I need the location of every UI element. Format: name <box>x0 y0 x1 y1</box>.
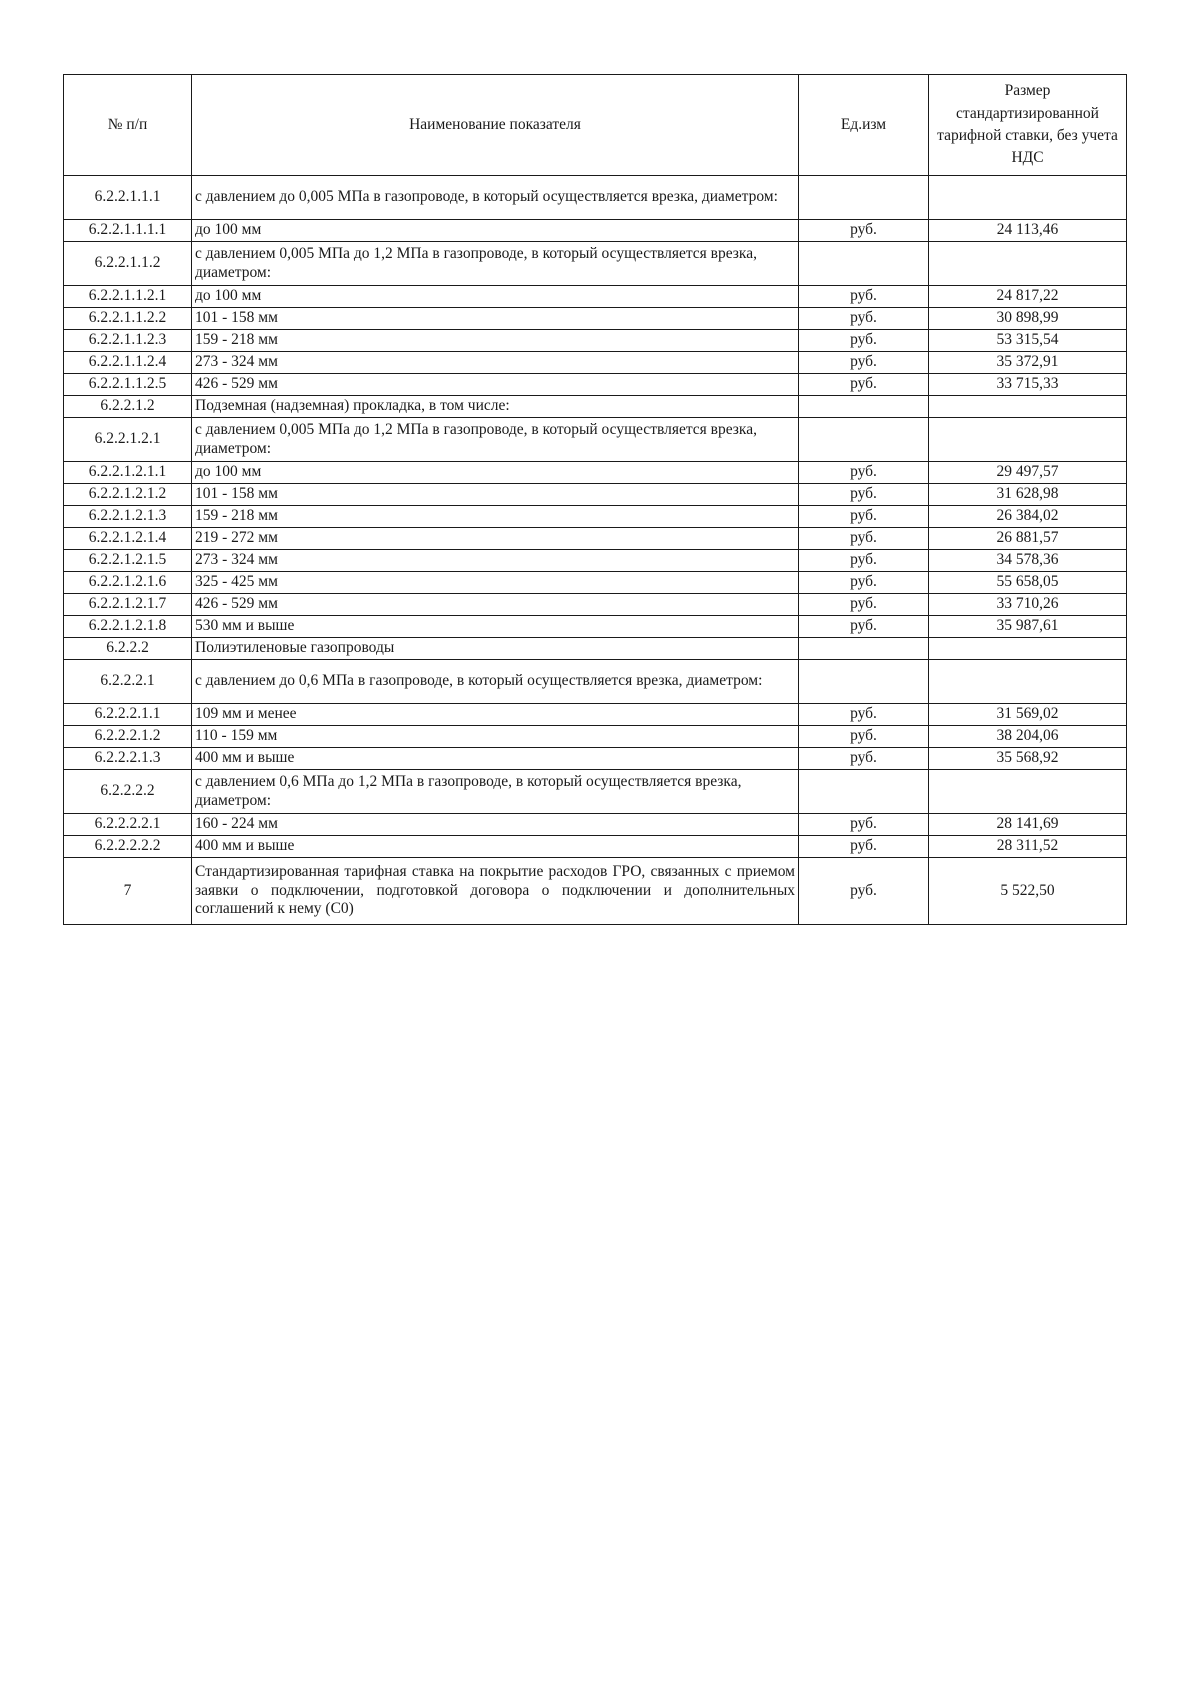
row-rate: 33 715,33 <box>929 374 1127 396</box>
table-row <box>64 726 1127 748</box>
table-row <box>64 704 1127 726</box>
row-num: 6.2.2.2.1.3 <box>64 748 192 770</box>
row-num: 6.2.2.2 <box>64 638 192 660</box>
row-unit <box>799 242 929 286</box>
row-num: 6.2.2.1.1.2 <box>64 242 192 286</box>
row-unit: руб. <box>799 220 929 242</box>
row-name: 530 мм и выше <box>192 616 799 638</box>
table-row <box>64 330 1127 352</box>
row-unit: руб. <box>799 352 929 374</box>
table-body <box>64 176 1127 925</box>
row-unit <box>799 176 929 220</box>
row-num: 6.2.2.1.1.2.2 <box>64 308 192 330</box>
row-rate: 34 578,36 <box>929 550 1127 572</box>
row-name: до 100 мм <box>192 220 799 242</box>
table-row <box>64 396 1127 418</box>
row-name: 325 - 425 мм <box>192 572 799 594</box>
row-num: 6.2.2.2.1 <box>64 660 192 704</box>
row-rate: 5 522,50 <box>929 858 1127 925</box>
table-row <box>64 484 1127 506</box>
row-rate: 31 569,02 <box>929 704 1127 726</box>
table-row <box>64 352 1127 374</box>
row-unit <box>799 418 929 462</box>
row-name: 273 - 324 мм <box>192 550 799 572</box>
row-name: Стандартизированная тарифная ставка на покрытие расходов ГРО, связанных с приемом заявки о подключении, подготовкой договора о подключении и дополнительных соглашений к нему (С0) <box>192 858 799 925</box>
row-rate: 35 987,61 <box>929 616 1127 638</box>
row-name: Полиэтиленовые газопроводы <box>192 638 799 660</box>
table-row <box>64 528 1127 550</box>
row-num: 6.2.2.1.2.1.7 <box>64 594 192 616</box>
row-name: до 100 мм <box>192 462 799 484</box>
row-name: с давлением до 0,6 МПа в газопроводе, в который осуществляется врезка, диаметром: <box>192 660 799 704</box>
table-row <box>64 836 1127 858</box>
row-num: 6.2.2.1.2.1.5 <box>64 550 192 572</box>
row-num: 6.2.2.1.2.1.2 <box>64 484 192 506</box>
row-rate: 33 710,26 <box>929 594 1127 616</box>
row-unit: руб. <box>799 550 929 572</box>
table-row <box>64 572 1127 594</box>
row-rate: 31 628,98 <box>929 484 1127 506</box>
row-unit: руб. <box>799 528 929 550</box>
row-num: 6.2.2.2.2.2 <box>64 836 192 858</box>
row-num: 6.2.2.1.2.1.6 <box>64 572 192 594</box>
row-name: 109 мм и менее <box>192 704 799 726</box>
row-unit: руб. <box>799 748 929 770</box>
table-row <box>64 506 1127 528</box>
row-name: 110 - 159 мм <box>192 726 799 748</box>
row-name: 219 - 272 мм <box>192 528 799 550</box>
row-rate <box>929 638 1127 660</box>
row-name: 400 мм и выше <box>192 748 799 770</box>
row-name: 400 мм и выше <box>192 836 799 858</box>
document-page <box>63 74 1126 925</box>
table-row <box>64 242 1127 286</box>
row-name: 273 - 324 мм <box>192 352 799 374</box>
row-num: 6.2.2.1.1.1.1 <box>64 220 192 242</box>
table-row <box>64 858 1127 925</box>
row-num: 6.2.2.1.2.1.3 <box>64 506 192 528</box>
row-num: 6.2.2.2.1.2 <box>64 726 192 748</box>
row-rate: 35 568,92 <box>929 748 1127 770</box>
row-rate: 38 204,06 <box>929 726 1127 748</box>
tariff-table <box>63 74 1127 925</box>
row-rate <box>929 242 1127 286</box>
row-name: 159 - 218 мм <box>192 506 799 528</box>
row-rate: 55 658,05 <box>929 572 1127 594</box>
row-unit <box>799 770 929 814</box>
row-unit: руб. <box>799 704 929 726</box>
row-name: 101 - 158 мм <box>192 484 799 506</box>
header-rate: Размер стандартизированной тарифной ставки, без учета НДС <box>929 75 1127 176</box>
table-row <box>64 418 1127 462</box>
row-name: 426 - 529 мм <box>192 594 799 616</box>
row-rate <box>929 418 1127 462</box>
row-unit: руб. <box>799 858 929 925</box>
row-unit: руб. <box>799 726 929 748</box>
header-name: Наименование показателя <box>192 75 799 176</box>
row-rate: 24 817,22 <box>929 286 1127 308</box>
row-num: 6.2.2.1.1.2.1 <box>64 286 192 308</box>
table-row <box>64 814 1127 836</box>
row-unit: руб. <box>799 594 929 616</box>
row-unit: руб. <box>799 374 929 396</box>
row-num: 6.2.2.1.2.1.4 <box>64 528 192 550</box>
row-unit: руб. <box>799 814 929 836</box>
row-name: 159 - 218 мм <box>192 330 799 352</box>
row-name: с давлением 0,005 МПа до 1,2 МПа в газопроводе, в который осуществляется врезка, диаметром: <box>192 418 799 462</box>
row-num: 6.2.2.1.1.2.4 <box>64 352 192 374</box>
row-rate: 24 113,46 <box>929 220 1127 242</box>
header-unit: Ед.изм <box>799 75 929 176</box>
table-header <box>64 75 1127 176</box>
row-unit: руб. <box>799 506 929 528</box>
row-num: 6.2.2.1.1.2.5 <box>64 374 192 396</box>
table-row <box>64 374 1127 396</box>
table-row <box>64 770 1127 814</box>
table-row <box>64 616 1127 638</box>
row-name: 426 - 529 мм <box>192 374 799 396</box>
row-num: 6.2.2.1.2.1.1 <box>64 462 192 484</box>
row-unit: руб. <box>799 484 929 506</box>
row-name: 101 - 158 мм <box>192 308 799 330</box>
row-rate: 26 881,57 <box>929 528 1127 550</box>
table-row <box>64 660 1127 704</box>
table-row <box>64 220 1127 242</box>
row-num: 7 <box>64 858 192 925</box>
row-unit: руб. <box>799 308 929 330</box>
row-unit: руб. <box>799 616 929 638</box>
row-rate <box>929 176 1127 220</box>
row-name: 160 - 224 мм <box>192 814 799 836</box>
row-name: с давлением до 0,005 МПа в газопроводе, в который осуществляется врезка, диаметром: <box>192 176 799 220</box>
row-num: 6.2.2.1.2 <box>64 396 192 418</box>
row-name: с давлением 0,005 МПа до 1,2 МПа в газопроводе, в который осуществляется врезка, диаметром: <box>192 242 799 286</box>
row-num: 6.2.2.2.2 <box>64 770 192 814</box>
table-row <box>64 286 1127 308</box>
row-rate: 29 497,57 <box>929 462 1127 484</box>
table-row <box>64 550 1127 572</box>
row-unit <box>799 660 929 704</box>
row-rate <box>929 396 1127 418</box>
row-num: 6.2.2.1.1.1 <box>64 176 192 220</box>
row-unit: руб. <box>799 572 929 594</box>
row-unit: руб. <box>799 286 929 308</box>
table-row <box>64 748 1127 770</box>
row-rate: 53 315,54 <box>929 330 1127 352</box>
row-rate <box>929 660 1127 704</box>
row-rate: 35 372,91 <box>929 352 1127 374</box>
row-name: с давлением 0,6 МПа до 1,2 МПа в газопроводе, в который осуществляется врезка, диаметром: <box>192 770 799 814</box>
row-rate: 26 384,02 <box>929 506 1127 528</box>
row-rate: 30 898,99 <box>929 308 1127 330</box>
table-row <box>64 308 1127 330</box>
table-row <box>64 462 1127 484</box>
row-num: 6.2.2.2.1.1 <box>64 704 192 726</box>
header-row <box>64 75 1127 176</box>
row-num: 6.2.2.2.2.1 <box>64 814 192 836</box>
row-unit <box>799 638 929 660</box>
table-row <box>64 594 1127 616</box>
table-row <box>64 638 1127 660</box>
table-row <box>64 176 1127 220</box>
row-rate: 28 141,69 <box>929 814 1127 836</box>
row-num: 6.2.2.1.2.1 <box>64 418 192 462</box>
header-num: № п/п <box>64 75 192 176</box>
row-name: до 100 мм <box>192 286 799 308</box>
row-num: 6.2.2.1.2.1.8 <box>64 616 192 638</box>
row-name: Подземная (надземная) прокладка, в том числе: <box>192 396 799 418</box>
row-rate <box>929 770 1127 814</box>
row-unit: руб. <box>799 462 929 484</box>
row-num: 6.2.2.1.1.2.3 <box>64 330 192 352</box>
row-unit: руб. <box>799 330 929 352</box>
row-rate: 28 311,52 <box>929 836 1127 858</box>
row-unit <box>799 396 929 418</box>
row-unit: руб. <box>799 836 929 858</box>
